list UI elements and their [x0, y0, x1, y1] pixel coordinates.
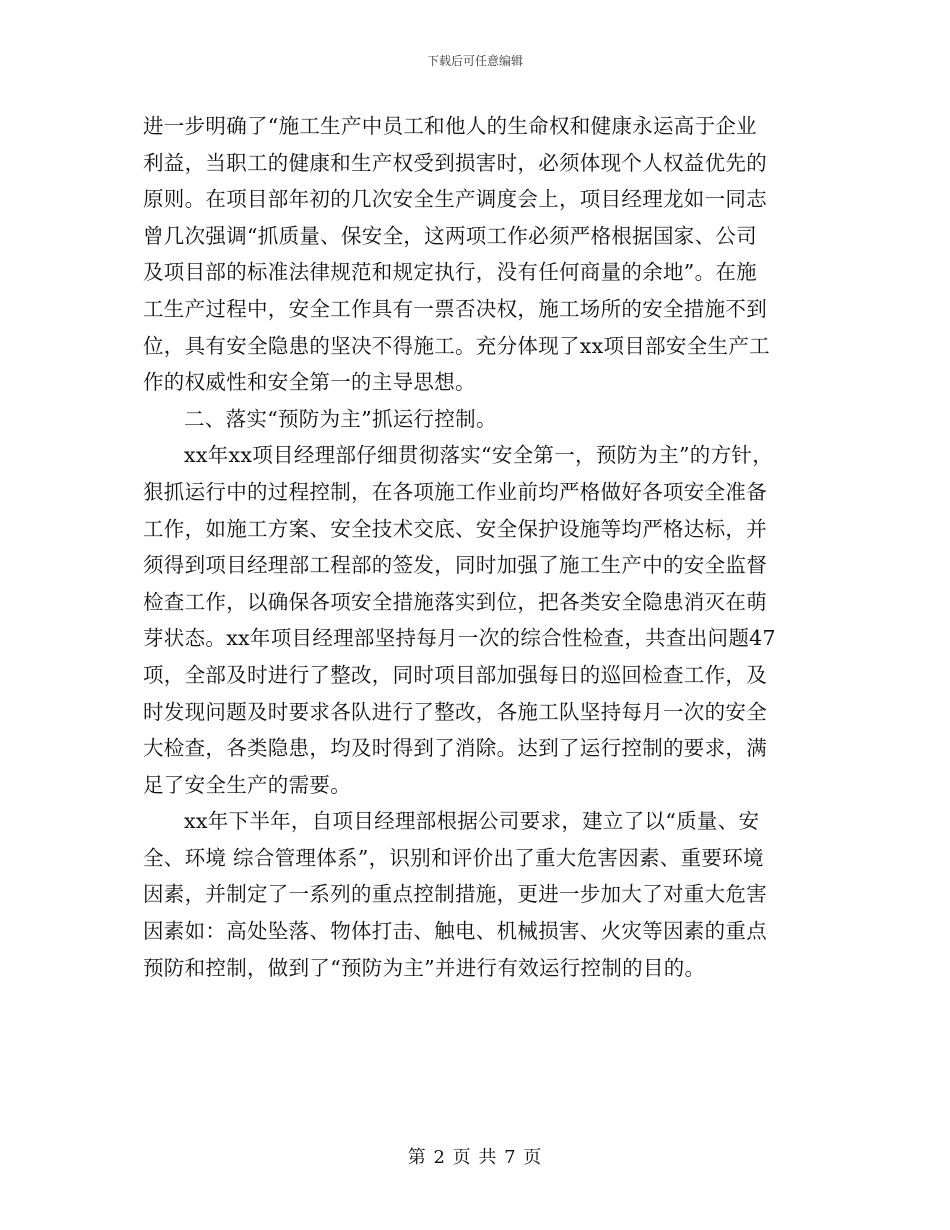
text-line: 及项目部的标准法律规范和规定执行，没有任何商量的余地”。在施	[143, 260, 757, 285]
text-line: 因素，并制定了一系列的重点控制措施，更进一步加大了对重大危害	[143, 882, 767, 907]
text-line: 须得到项目经理部工程部的签发，同时加强了施工生产中的安全监督	[143, 553, 767, 578]
text-line: 利益，当职工的健康和生产权受到损害时，必须体现个人权益优先的	[143, 150, 767, 175]
text-line: 检查工作，以确保各项安全措施落实到位，把各类安全隐患消灭在萌	[143, 589, 767, 614]
text-line: 时发现问题及时要求各队进行了整改，各施工队坚持每月一次的安全	[143, 699, 767, 724]
page-header: 下载后可任意编辑	[426, 54, 523, 68]
text-line: 位，具有安全隐患的坚决不得施工。充分体现了xx项目部安全生产工	[143, 333, 770, 358]
text-line: 工生产过程中，安全工作具有一票否决权，施工场所的安全措施不到	[143, 296, 767, 321]
text-line: xx年下半年，自项目经理部根据公司要求，建立了以“质量、安	[184, 809, 760, 834]
document-body	[143, 108, 823, 986]
text-line: 因素如：高处坠落、物体打击、触电、机械损害、火灾等因素的重点	[143, 919, 767, 944]
text-line: 作的权威性和安全第一的主导思想。	[143, 370, 476, 395]
text-line: 二、落实“预防为主”抓运行控制。	[184, 406, 497, 431]
text-line: 大检查，各类隐患，均及时得到了消除。达到了运行控制的要求，满	[143, 736, 767, 761]
text-line: 全、环境 综合管理体系”，识别和评价出了重大危害因素、重要环境	[143, 845, 764, 870]
text-line: 芽状态。xx年项目经理部坚持每月一次的综合性检查，共查出问题47	[143, 626, 776, 651]
text-line: xx年xx项目经理部仔细贯彻落实“安全第一，预防为主”的方针，	[184, 443, 774, 468]
text-line: 原则。在项目部年初的几次安全生产调度会上，项目经理龙如一同志	[143, 187, 767, 212]
text-line: 进一步明确了“施工生产中员工和他人的生命权和健康永运高于企业	[143, 114, 757, 138]
text-line: 项，全部及时进行了整改，同时项目部加强每日的巡回检查工作，及	[143, 662, 767, 687]
text-line: 曾几次强调“抓质量、保安全，这两项工作必须严格根据国家、公司	[143, 223, 757, 248]
text-line: 工作，如施工方案、安全技术交底、安全保护设施等均严格达标，并	[143, 516, 767, 541]
text-line: 狠抓运行中的过程控制，在各项施工作业前均严格做好各项安全准备	[143, 479, 767, 504]
page-number-footer: 第 2 页 共 7 页	[407, 1147, 543, 1168]
text-line: 预防和控制，做到了“预防为主”并进行有效运行控制的目的。	[143, 955, 706, 980]
text-line: 足了安全生产的需要。	[143, 772, 351, 797]
